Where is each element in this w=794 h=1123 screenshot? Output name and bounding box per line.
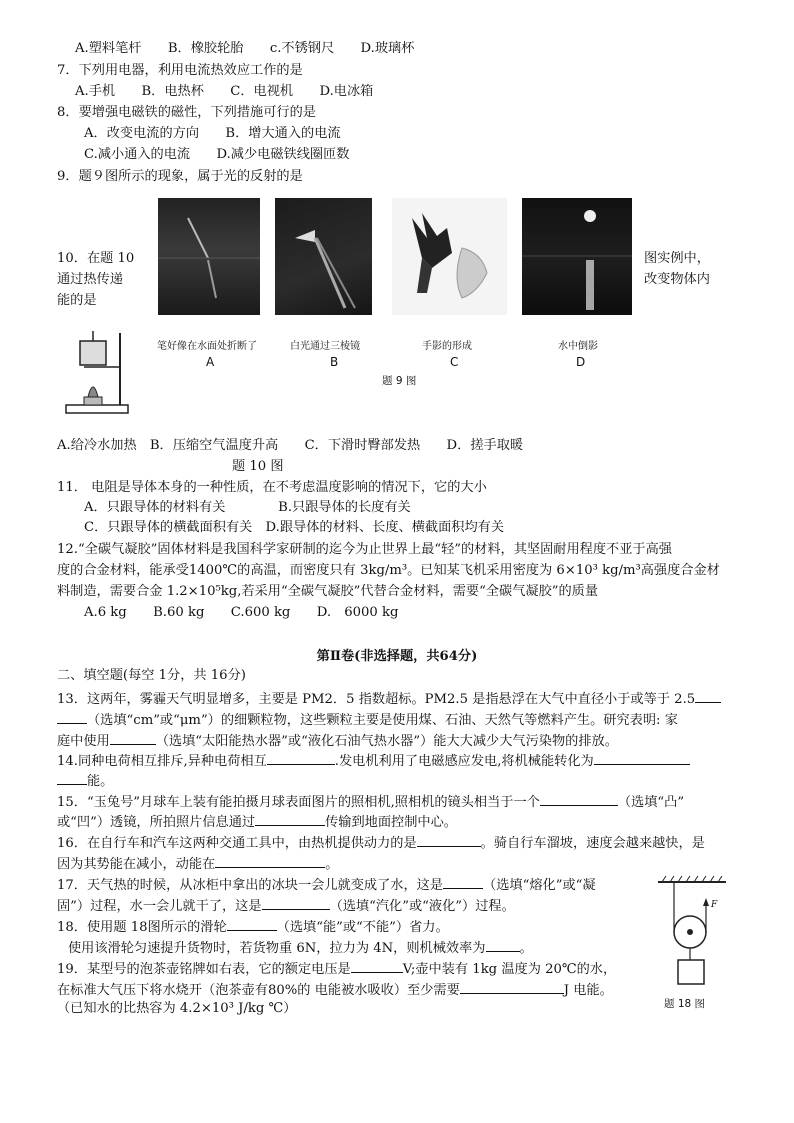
q17-blank-2[interactable] — [262, 895, 330, 910]
burner-stand-icon — [62, 327, 132, 419]
q18-text-1: 18．使用题 18图所示的滑轮 — [57, 920, 227, 935]
q18-text-3: 使用该滑轮匀速提升货物时，若货物重 6N，拉力为 4N，则机械效率为 — [68, 941, 486, 956]
q9-letter-d: D — [576, 355, 586, 369]
q19-blank-1[interactable] — [351, 958, 403, 973]
q19-blank-2[interactable] — [460, 979, 564, 994]
q13-blank-1-cont[interactable] — [57, 709, 87, 724]
q19-line2 — [57, 979, 613, 1000]
q15-blank-1[interactable] — [540, 791, 618, 806]
q15-line1 — [57, 791, 684, 812]
fig18-caption: 题 18 图 — [664, 998, 706, 1010]
q9-caption-a: 笔好像在水面处折断了 — [157, 341, 257, 352]
fig18-pulley — [656, 876, 732, 996]
q16-text-2: 。骑自行车溜坡，速度会越来越快，是 — [480, 836, 705, 851]
q14-line2 — [57, 770, 113, 791]
photo-c-hand-shadow — [392, 198, 507, 315]
q16-text-3: 因为其势能在减小，动能在 — [57, 857, 216, 872]
q9-caption-c: 手影的形成 — [422, 341, 472, 352]
q10-stem-line1: 10．在题 10 — [57, 251, 135, 266]
q19-text-1: 19．某型号的泡茶壶铭牌如右表，它的额定电压是 — [57, 962, 351, 977]
q7-options: A.手机 B．电热杯 C．电视机 D.电冰箱 — [75, 84, 374, 99]
section-2-title: 二、填空题(每空 1分，共 16分) — [57, 668, 246, 683]
part-2-title: 第Ⅱ卷(非选择题，共64分) — [316, 649, 478, 664]
q13-text-4: （选填“太阳能热水器”或“液化石油气热水器”）能大大减少大气污染物的排放。 — [155, 734, 618, 749]
q14-blank-1[interactable] — [267, 750, 335, 765]
q12-stem-line1: 12.“全碳气凝胶”固体材料是我国科学家研制的迄今为止世界上最“轻”的材料，其坚固耐用程度不亚于高强 — [57, 542, 672, 557]
q13-line1 — [57, 688, 721, 709]
q9-figure-caption: 题 9 图 — [382, 375, 417, 387]
q19-line3: （已知水的比热容为 4.2×10³ J/kg ℃） — [57, 1001, 297, 1016]
q18-text-4: 。 — [519, 941, 533, 956]
q9-letter-a: A — [206, 355, 215, 369]
q17-text-1: 17．天气热的时候，从冰柜中拿出的冰块一会儿就变成了水，这是 — [57, 878, 444, 893]
q15-text-4: 传输到地面控制中心。 — [325, 815, 457, 830]
q17-text-3: 固”）过程，水一会儿就干了，这是 — [57, 899, 262, 914]
q11-stem: 11． 电阻是导体本身的一种性质，在不考虑温度影响的情况下，它的大小 — [57, 480, 487, 495]
pulley-icon — [656, 876, 732, 996]
hand-shadow-icon — [392, 198, 507, 315]
q17-text-4: （选填“汽化”或“液化”）过程。 — [329, 899, 515, 914]
q15-text-1: 15．“玉兔号”月球车上装有能拍摄月球表面图片的照相机,照相机的镜头相当于一个 — [57, 795, 540, 810]
q17-blank-1[interactable] — [443, 874, 483, 889]
q13-line2 — [57, 709, 678, 730]
q17-line2 — [57, 895, 515, 916]
q10-stem-line2: 通过热传递 — [57, 272, 123, 287]
q19-line1 — [57, 958, 616, 979]
q18-blank-2[interactable] — [486, 937, 520, 952]
q13-text-1: 13．这两年，雾霾天气明显增多，主要是 PM2．5 指数超标。PM2.5 是指悬浮在大气中直径小于或等于 2.5 — [57, 692, 696, 707]
q10-figure-caption: 题 10 图 — [232, 459, 284, 474]
q8-stem: 8．要增强电磁铁的磁性，下列措施可行的是 — [57, 105, 316, 120]
q10-heating-apparatus — [62, 327, 132, 419]
q10-stem-right1: 图实例中， — [644, 251, 710, 266]
q14-blank-2-cont[interactable] — [57, 770, 87, 785]
q8-options-cd: C.减小通入的电流 D.减少电磁铁线圈匝数 — [84, 147, 350, 162]
q10-stem-right2: 改变物体内 — [644, 272, 710, 287]
photo-a-pencil-in-water — [158, 198, 260, 315]
q19-text-4: J 电能。 — [563, 983, 613, 998]
q15-blank-2[interactable] — [255, 811, 325, 826]
q16-blank-2[interactable] — [215, 853, 325, 868]
pencil-refraction-icon — [158, 198, 260, 315]
q17-line1 — [57, 874, 596, 895]
q13-text-2: （选填“cm”或“μm”）的细颗粒物，这些颗粒主要是使用煤、石油、天然气等燃料产生。研究表明: 家 — [87, 713, 678, 728]
q14-blank-2[interactable] — [594, 750, 690, 765]
q10-options: A.给冷水加热 B．压缩空气温度升高 C．下滑时臀部发热 D．搓手取暖 — [57, 438, 524, 453]
q16-line2 — [57, 853, 338, 874]
q11-options-ab: A．只跟导体的材料有关 B.只跟导体的长度有关 — [84, 500, 411, 515]
q14-text-1: 14.同种电荷相互排斥,异种电荷相互 — [57, 754, 267, 769]
fig18-force-label: F — [711, 900, 718, 910]
q15-text-3: 或“凹”）透镜，所拍照片信息通过 — [57, 815, 256, 830]
photo-d-reflection — [522, 198, 632, 315]
q19-text-2: V;壶中装有 1kg 温度为 20℃的水， — [402, 962, 617, 977]
q12-options: A.6 kg B.60 kg C.600 kg D. 6000 kg — [84, 605, 399, 620]
q13-blank-1[interactable] — [695, 688, 721, 703]
water-reflection-icon — [522, 198, 632, 315]
prism-light-icon — [275, 198, 372, 315]
q6-options: A.塑料笔杆 B．橡胶轮胎 c.不锈钢尺 D.玻璃杯 — [75, 41, 415, 56]
q13-text-3: 庭中使用 — [57, 734, 110, 749]
q9-stem: 9．题９图所示的现象，属于光的反射的是 — [57, 169, 303, 184]
q7-stem: 7．下列用电器，利用电流热效应工作的是 — [57, 63, 303, 78]
q9-letter-c: C — [450, 355, 459, 369]
q18-blank-1[interactable] — [227, 916, 277, 931]
q18-text-2: （选填“能”或“不能”）省力。 — [276, 920, 449, 935]
q16-blank-1[interactable] — [417, 832, 481, 847]
q18-line1 — [57, 916, 449, 937]
q8-options-ab: A．改变电流的方向 B．增大通入的电流 — [84, 126, 341, 141]
q17-text-2: （选填“熔化”或“凝 — [483, 878, 596, 893]
q16-text-4: 。 — [325, 857, 339, 872]
q9-letter-b: B — [330, 355, 339, 369]
q14-line1 — [57, 750, 690, 771]
q9-caption-d: 水中倒影 — [558, 341, 598, 352]
q13-blank-2[interactable] — [110, 730, 156, 745]
q9-caption-b: 白光通过三棱镜 — [290, 341, 360, 352]
q12-stem-line3: 料制造，需要合金 1.2×10⁵kg,若采用“全碳气凝胶”代替合金材料，需要“全碳气凝胶”的质量 — [57, 584, 599, 599]
q16-line1 — [57, 832, 705, 853]
q16-text-1: 16．在自行车和汽车这两种交通工具中，由热机提供动力的是 — [57, 836, 417, 851]
q13-line3 — [57, 730, 618, 751]
q19-text-3: 在标准大气压下将水烧开（泡茶壶有80%的 电能被水吸收）至少需要 — [57, 983, 460, 998]
q10-stem-line3: 能的是 — [57, 293, 97, 308]
q15-text-2: （选填“凸” — [617, 795, 685, 810]
q18-line2 — [68, 937, 533, 958]
q11-options-cd: C．只跟导体的横截面积有关 D.跟导体的材料、长度、横截面积均有关 — [84, 520, 505, 535]
q12-stem-line2: 度的合金材料，能承受1400℃的高温，而密度只有 3kg/m³。已知某飞机采用密度为 6×10³ kg/m³高强度合金材 — [57, 563, 720, 578]
q14-text-3: 能。 — [87, 774, 114, 789]
photo-b-prism — [275, 198, 372, 315]
q14-text-2: .发电机利用了电磁感应发电,将机械能转化为 — [334, 754, 594, 769]
q15-line2 — [57, 811, 457, 832]
